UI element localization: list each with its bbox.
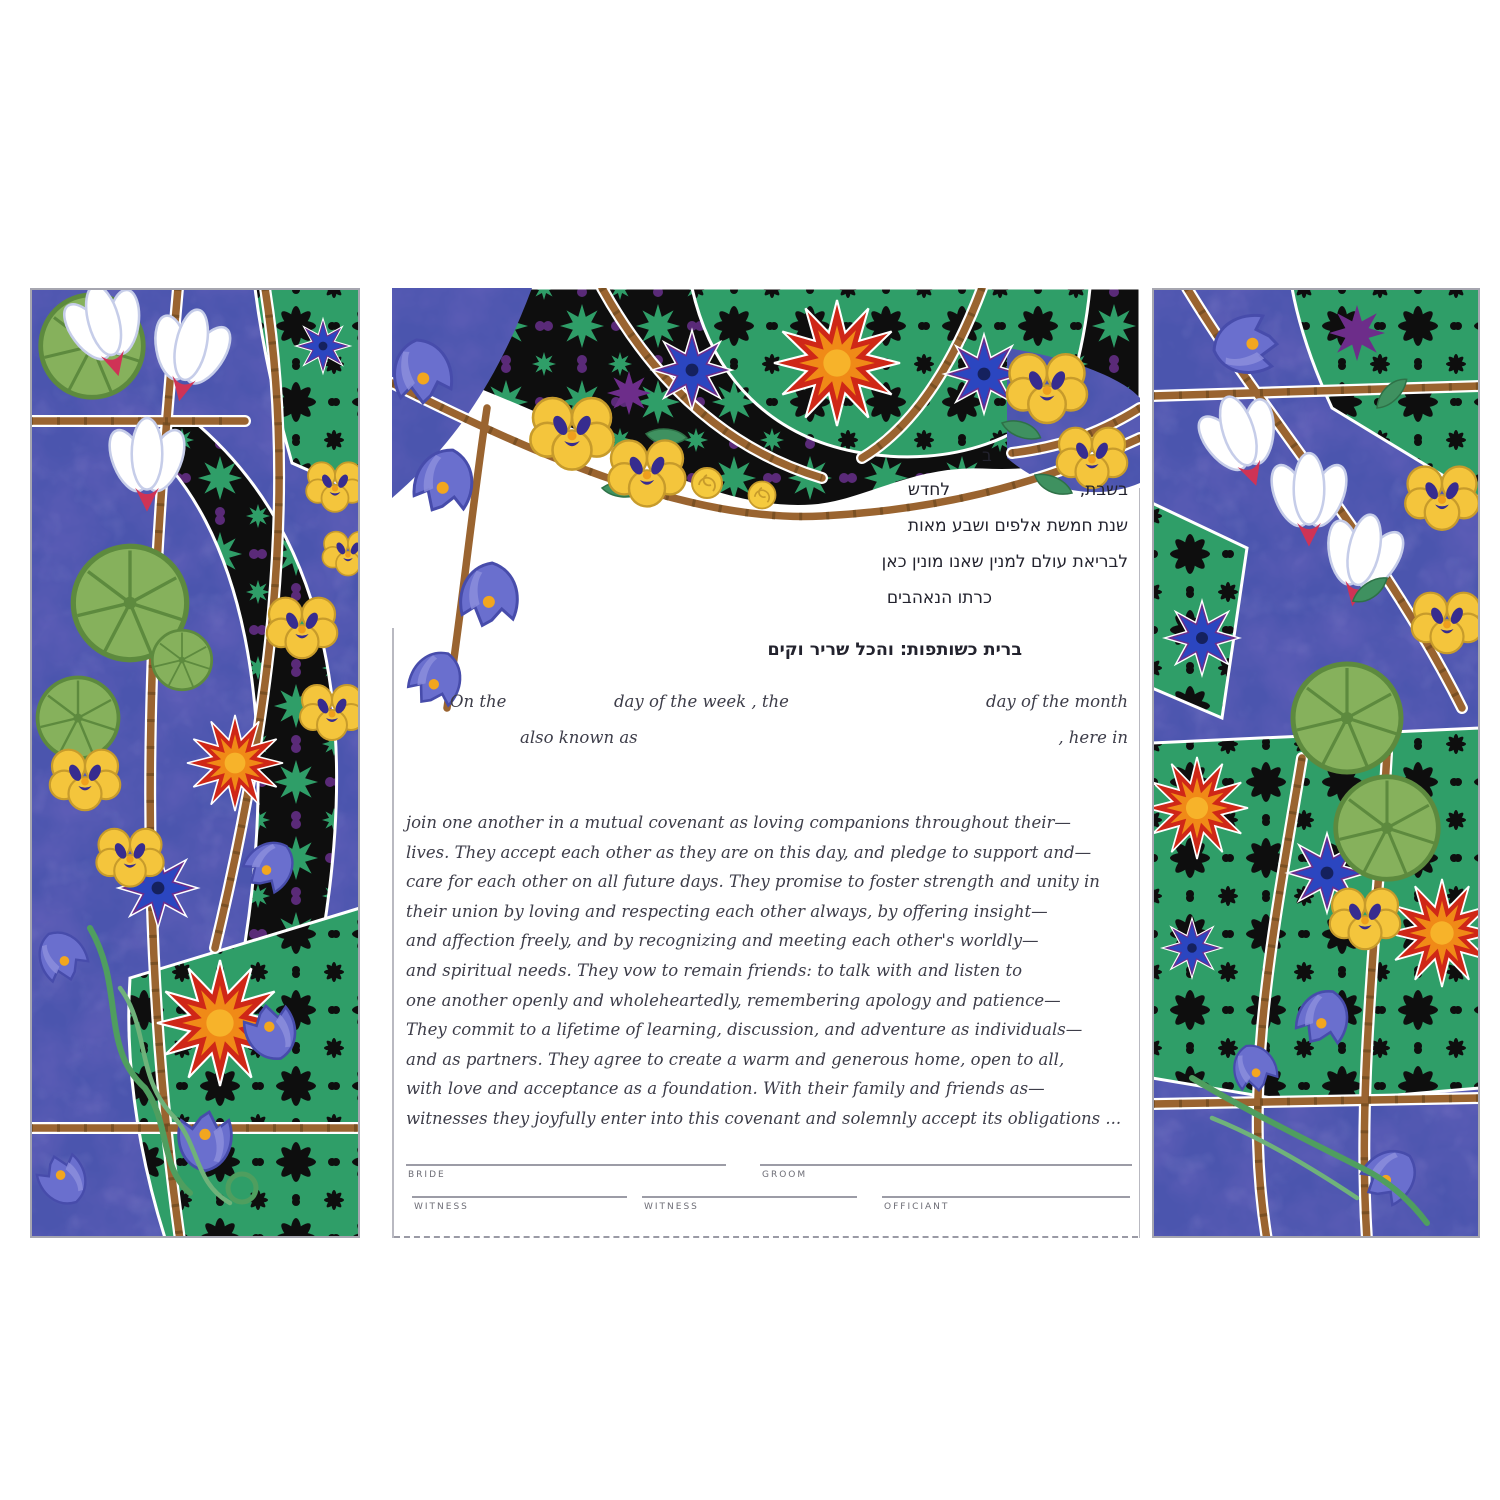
- fill-day-of-week: day of the week , the: [614, 692, 789, 711]
- center-text-panel: [392, 288, 1140, 1238]
- vow-line: with love and acceptance as a foundation. With their family and friends as—: [406, 1079, 1045, 1099]
- left-art-panel: [30, 288, 360, 1238]
- vow-paragraph: [406, 808, 1130, 1134]
- hebrew-line3-creation: לבריאת עולם למנין שאנו מונין כאן: [881, 552, 1128, 572]
- fill-here-in: , here in: [1058, 728, 1128, 747]
- left-art-canvas: [30, 288, 360, 1238]
- vow-line: one another openly and wholeheartedly, remembering apology and patience—: [406, 990, 1061, 1010]
- vow-line: and affection freely, and by recognizing and meeting each other's worldly—: [406, 931, 1039, 951]
- vow-line: join one another in a mutual covenant as loving companions throughout their—: [406, 813, 1071, 832]
- witness-signature-line-left: [412, 1196, 627, 1198]
- vow-line: They commit to a lifetime of learning, discussion, and adventure as individuals—: [406, 1020, 1083, 1040]
- vow-line: and spiritual needs. They vow to remain friends: to talk with and listen to: [406, 960, 1023, 980]
- hebrew-line1-lachodesh: לחדש: [907, 480, 950, 500]
- vow-line: lives. They accept each other as they are on this day, and pledge to support and—: [406, 842, 1092, 862]
- groom-label: GROOM: [762, 1170, 808, 1180]
- hebrew-blessing-line: ברית כשותפות: והכל שריר וקים: [767, 640, 1022, 660]
- witness-signature-line-center: [642, 1196, 857, 1198]
- hebrew-line1-beshabbat: בשבת,: [1079, 480, 1128, 500]
- fill-also-known-as: also known as: [520, 728, 638, 747]
- fill-day-of-month: day of the month: [986, 692, 1128, 711]
- vow-line: their union by loving and respecting each other always, by offering insight—: [406, 901, 1048, 921]
- right-art-canvas: [1152, 288, 1480, 1238]
- witness-label-center: WITNESS: [644, 1202, 699, 1212]
- hebrew-line2-year: שנת חמשת אלפים ושבע מאות: [907, 516, 1128, 536]
- vow-line: care for each other on all future days. They promise to foster strength and unity in: [406, 872, 1100, 892]
- bride-signature-line: [406, 1164, 726, 1166]
- vow-line: witnesses they joyfully enter into this covenant and solemnly accept its obligations ...: [406, 1108, 1122, 1128]
- hebrew-line4-covenant: כרתו הנאהבים: [886, 588, 992, 608]
- hebrew-letter-bet: ב: [982, 446, 992, 466]
- groom-signature-line: [760, 1164, 1132, 1166]
- bride-label: BRIDE: [408, 1170, 446, 1180]
- officiant-label: OFFICIANT: [884, 1202, 950, 1212]
- contract-text-block: [392, 288, 1140, 1238]
- officiant-signature-line: [882, 1196, 1130, 1198]
- witness-label-left: WITNESS: [414, 1202, 469, 1212]
- vow-line: and as partners. They agree to create a warm and generous home, open to all,: [406, 1049, 1065, 1069]
- right-art-panel: [1152, 288, 1480, 1238]
- fill-on-the: On the: [450, 692, 507, 711]
